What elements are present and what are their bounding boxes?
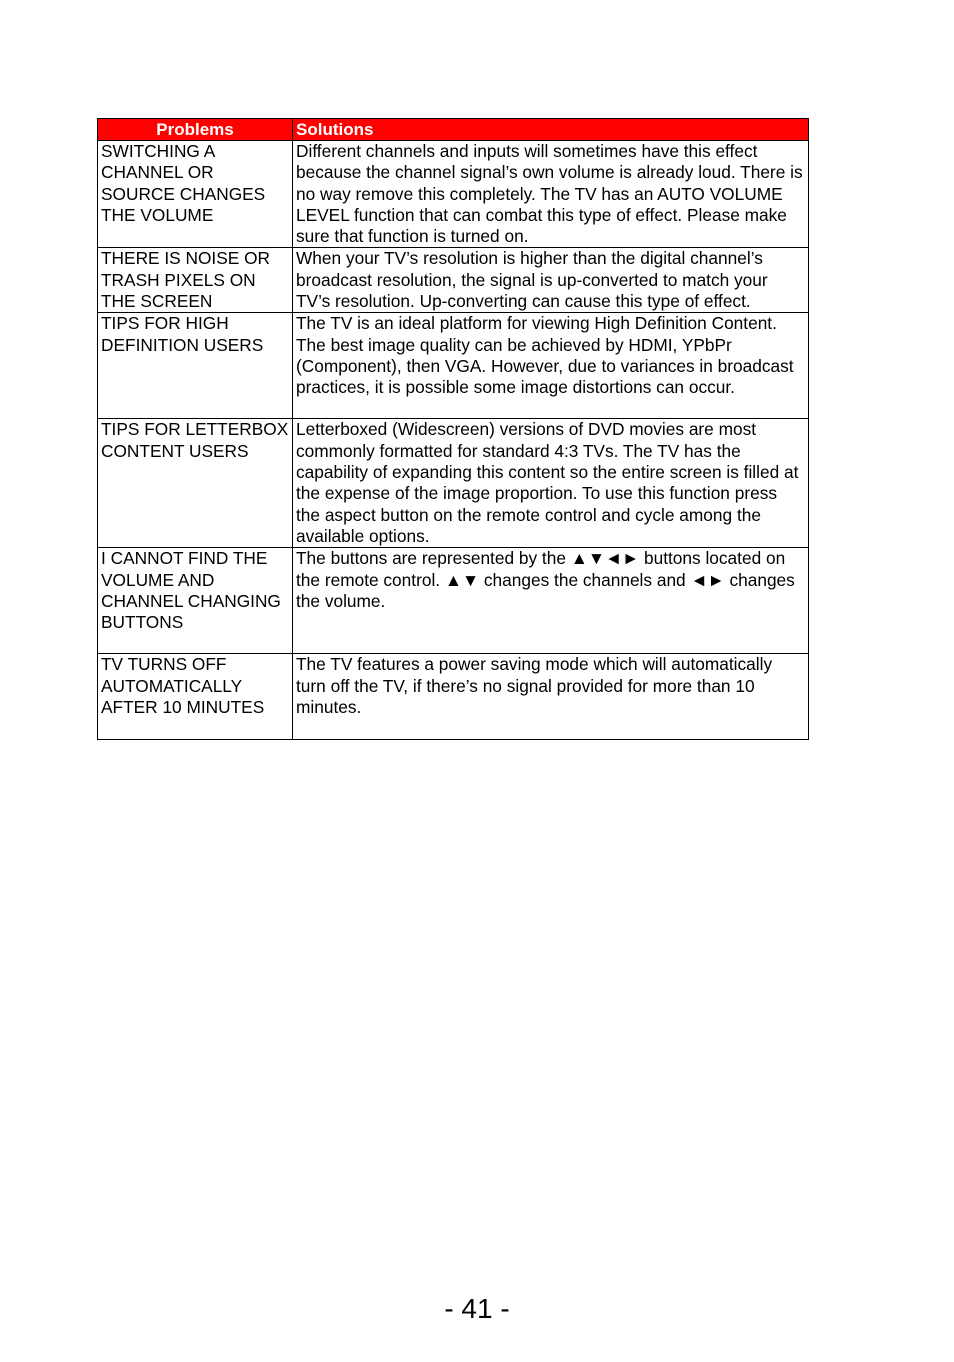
solution-cell: When your TV’s resolution is higher than the digital channel’s broadcast resolution, the signal is up-converted to match your TV’s resolution. Up-converting can cause this type of effect. [293, 248, 809, 313]
solution-cell: The TV features a power saving mode which will automatically turn off the TV, if there’s no signal provided for more than 10 minutes. [293, 654, 809, 740]
solution-cell: Different channels and inputs will sometimes have this effect because the channel signal’s own volume is already loud. There is no way remove this completely. The TV has an AUTO VOLUME LEVEL function that can combat this type of effect. Please make sure that function is turned on. [293, 141, 809, 248]
solution-cell: The TV is an ideal platform for viewing High Definition Content. The best image quality can be achieved by HDMI, YPbPr (Component), then VGA. However, due to variances in broadcast practices, it is possible some image distortions can occur. [293, 313, 809, 419]
problem-cell: THERE IS NOISE OR TRASH PIXELS ON THE SCREEN [98, 248, 293, 313]
problem-cell: I CANNOT FIND THE VOLUME AND CHANNEL CHANGING BUTTONS [98, 548, 293, 654]
page-number: - 41 - [444, 1293, 510, 1324]
problem-cell: TIPS FOR LETTERBOX CONTENT USERS [98, 419, 293, 548]
problems-column-header: Problems [98, 119, 293, 141]
problem-cell: SWITCHING A CHANNEL OR SOURCE CHANGES THE VOLUME [98, 141, 293, 248]
solution-cell: The buttons are represented by the ▲▼◄► buttons located on the remote control. ▲▼ changes the channels and ◄► changes the volume. [293, 548, 809, 654]
table-header-row [98, 119, 809, 141]
table-row [98, 548, 809, 654]
solutions-column-header: Solutions [293, 119, 809, 141]
table-row [98, 248, 809, 313]
table-row [98, 654, 809, 740]
table-row [98, 313, 809, 419]
problem-cell: TIPS FOR HIGH DEFINITION USERS [98, 313, 293, 419]
troubleshooting-table [97, 118, 809, 740]
problem-cell: TV TURNS OFF AUTOMATICALLY AFTER 10 MINUTES [98, 654, 293, 740]
solution-cell: Letterboxed (Widescreen) versions of DVD movies are most commonly formatted for standard 4:3 TVs. The TV has the capability of expanding this content so the entire screen is filled at the expense of the image proportion. To use this function press the aspect button on the remote control and cycle among the available options. [293, 419, 809, 548]
table-row [98, 419, 809, 548]
table-row [98, 141, 809, 248]
